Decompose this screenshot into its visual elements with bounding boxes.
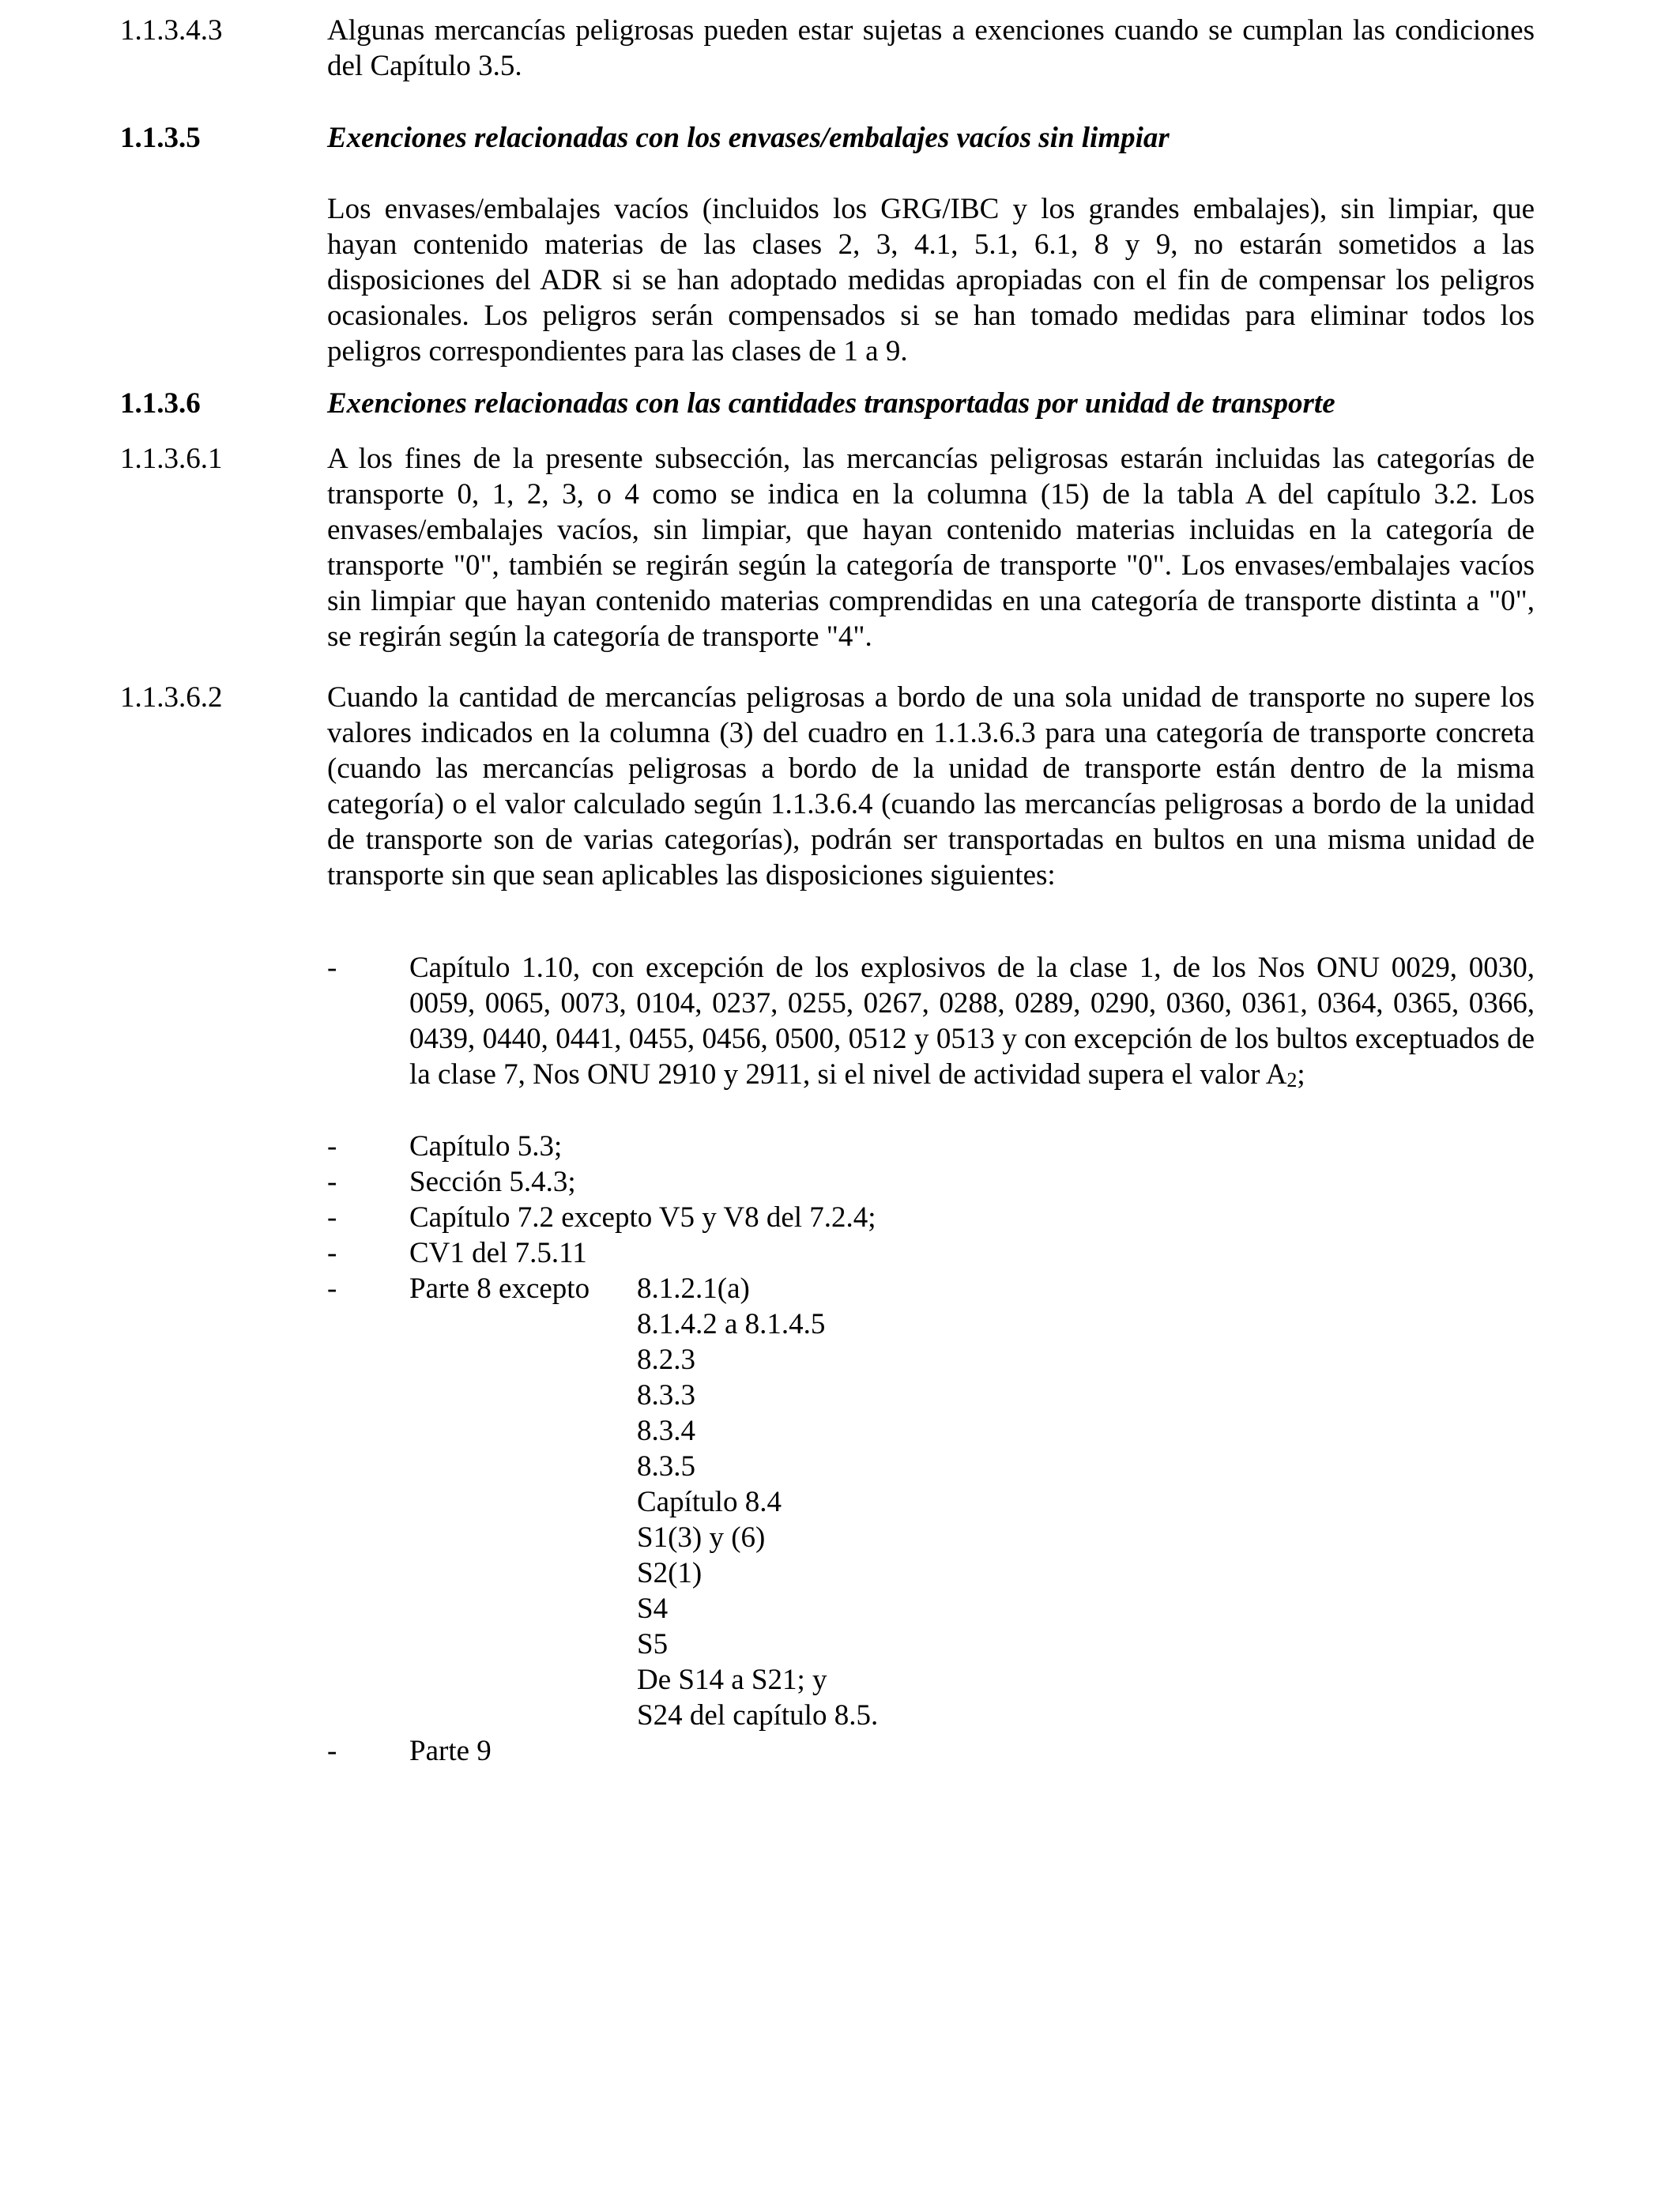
list-dash: - — [327, 1735, 337, 1767]
exception-item: 8.3.3 — [637, 1379, 695, 1412]
list-item-text: CV1 del 7.5.11 — [409, 1237, 587, 1269]
exception-item: De S14 a S21; y — [637, 1664, 827, 1696]
list-item-text: Parte 9 — [409, 1735, 492, 1767]
list-item-text: Capítulo 5.3; — [409, 1130, 563, 1163]
exception-item: S24 del capítulo 8.5. — [637, 1699, 879, 1732]
list-item-main: Capítulo 1.10, con excepción de los explosivos de la clase 1, de los Nos ONU 0029, 0030, 0059, 0065, 0073, 0104, 0237, 0255, 0267, 0288, 0289, 0290, 0360, 0361, 0364, 0365, 0366, 0439, 0440, 0441, 0455, 0456, 0500, 0512 y 0513 y con excepción de los bultos exceptuados de la clase 7, Nos ONU 2910 y 2911, si el nivel de actividad supera el valor A — [409, 952, 1535, 1091]
section-number: 1.1.3.6.2 — [120, 681, 223, 714]
section-number: 1.1.3.5 — [120, 122, 201, 154]
exception-item: S1(3) y (6) — [637, 1521, 766, 1554]
exception-item: 8.1.2.1(a) — [637, 1272, 750, 1305]
list-dash: - — [327, 1201, 337, 1234]
exception-item: S5 — [637, 1628, 669, 1661]
list-item-text — [409, 950, 1535, 1092]
section-heading: Exenciones relacionadas con los envases/embalajes vacíos sin limpiar — [327, 122, 1170, 154]
exception-item: 8.1.4.2 a 8.1.4.5 — [637, 1308, 826, 1340]
list-item-text: Parte 8 excepto — [409, 1272, 590, 1305]
list-item-end: ; — [1297, 1058, 1305, 1091]
section-text: A los fines de la presente subsección, las mercancías peligrosas estarán incluidas las categorías de transporte 0, 1, 2, 3, o 4 como se indica en la columna (15) de la tabla A del capítulo 3.2. Los envases/embalajes vacíos, sin limpiar, que hayan contenido materias incluidas en la categoría de transporte "0", también se regirán según la categoría de transporte "0". Los envases/embalajes vacíos sin limpiar que hayan contenido materias comprendidas en una categoría de transporte distinta a "0", se regirán según la categoría de transporte "4". — [327, 443, 1535, 653]
list-item-text: Capítulo 7.2 excepto V5 y V8 del 7.2.4; — [409, 1201, 876, 1234]
list-dash: - — [327, 1130, 337, 1163]
section-heading: Exenciones relacionadas con las cantidades transportadas por unidad de transporte — [327, 387, 1335, 420]
subscript: 2 — [1286, 1069, 1298, 1091]
exception-item: S2(1) — [637, 1557, 703, 1589]
section-number: 1.1.3.6.1 — [120, 443, 223, 475]
exception-item: 8.2.3 — [637, 1344, 695, 1376]
section-text: Los envases/embalajes vacíos (incluidos los GRG/IBC y los grandes embalajes), sin limpiar, que hayan contenido materias de las clases 2, 3, 4.1, 5.1, 6.1, 8 y 9, no estarán sometidos a las disposiciones del ADR si se han adoptado medidas apropiadas con el fin de compensar los peligros ocasionales. Los peligros serán compensados si se han tomado medidas para eliminar todos los peligros correspondientes para las clases de 1 a 9. — [327, 193, 1535, 368]
list-dash: - — [327, 1237, 337, 1269]
list-dash: - — [327, 1166, 337, 1198]
exception-item: S4 — [637, 1593, 669, 1625]
section-text: Cuando la cantidad de mercancías peligrosas a bordo de una sola unidad de transporte no supere los valores indicados en la columna (3) del cuadro en 1.1.3.6.3 para una categoría de transporte concreta (cuando las mercancías peligrosas a bordo de la unidad de transporte están dentro de la misma categoría) o el valor calculado según 1.1.3.6.4 (cuando las mercancías peligrosas a bordo de la unidad de transporte son de varias categorías), podrán ser transportadas en bultos en una misma unidad de transporte sin que sean aplicables las disposiciones siguientes: — [327, 681, 1535, 892]
section-text: Algunas mercancías peligrosas pueden estar sujetas a exenciones cuando se cumplan las condiciones del Capítulo 3.5. — [327, 14, 1535, 82]
exception-item: 8.3.5 — [637, 1450, 695, 1483]
section-number: 1.1.3.6 — [120, 387, 201, 420]
section-number: 1.1.3.4.3 — [120, 14, 223, 47]
list-dash: - — [327, 1272, 337, 1305]
exception-item: 8.3.4 — [637, 1415, 695, 1447]
list-item-text: Sección 5.4.3; — [409, 1166, 576, 1198]
list-dash: - — [327, 952, 337, 984]
exception-item: Capítulo 8.4 — [637, 1486, 782, 1518]
